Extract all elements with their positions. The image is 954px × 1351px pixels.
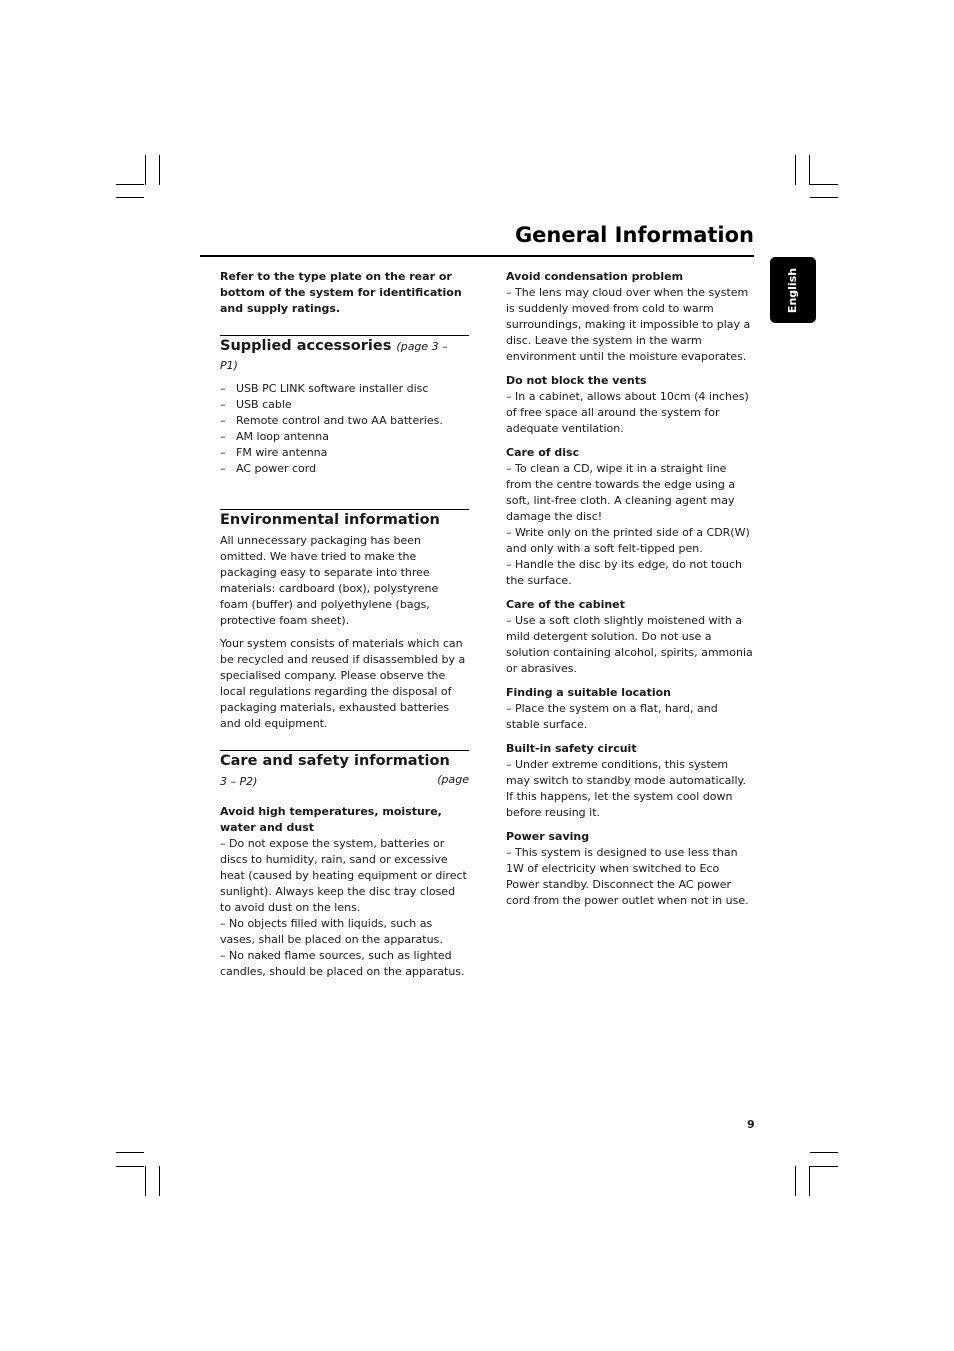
page-reference-continued: 3 – P2) xyxy=(220,775,258,788)
bullet-text: – Write only on the printed side of a CDR(W) and only with a soft felt-tipped pen. xyxy=(506,526,750,555)
bullet-text: – Use a soft cloth slightly moistened with a mild detergent solution. Do not use a solution containing alcohol, spirits, ammonia or abrasives. xyxy=(506,614,753,675)
crop-mark xyxy=(145,1166,146,1196)
bullet-text: – No objects filled with liquids, such as vases, shall be placed on the apparatus. xyxy=(220,917,443,946)
crop-mark xyxy=(159,155,160,185)
bullet-text: – In a cabinet, allows about 10cm (4 inches) of free space all around the system for adequate ventilation. xyxy=(506,390,749,435)
crop-mark xyxy=(809,155,810,185)
paragraph: Your system consists of materials which can be recycled and reused if disassembled by a specialised company. Please observe the local regulations regarding the disposal of packaging materials, exhausted batteries and old equipment. xyxy=(220,637,466,730)
bullet-text: – No naked flame sources, such as lighted candles, should be placed on the apparatus. xyxy=(220,949,465,978)
paragraph: All unnecessary packaging has been omitted. We have tried to make the packaging easy to separate into three materials: cardboard (box), polystyrene foam (buffer) and polyethylene (bags, protective foam sheet). xyxy=(220,534,439,627)
list-item: – AM loop antenna xyxy=(220,429,469,445)
page-reference: (page xyxy=(437,773,469,786)
language-tab xyxy=(770,257,816,323)
crop-mark xyxy=(795,1166,796,1196)
subheading: Avoid condensation problem xyxy=(506,270,684,283)
bullet-text: – Place the system on a flat, hard, and stable surface. xyxy=(506,702,718,731)
supplied-accessories-section xyxy=(220,335,469,477)
condensation-block xyxy=(506,269,754,365)
power-saving-block xyxy=(506,829,754,909)
page-number: 9 xyxy=(747,1118,755,1131)
crop-mark xyxy=(810,1166,838,1167)
crop-mark xyxy=(810,184,838,185)
subheading: Power saving xyxy=(506,830,590,843)
subheading: Do not block the vents xyxy=(506,374,647,387)
section-title: Care and safety information xyxy=(220,753,450,769)
supplied-accessories-heading xyxy=(220,337,469,375)
crop-mark xyxy=(795,155,796,185)
subheading: Care of the cabinet xyxy=(506,598,625,611)
bullet-text: – Handle the disc by its edge, do not touch the surface. xyxy=(506,558,742,587)
disc-care-block xyxy=(506,445,754,589)
crop-mark xyxy=(145,155,146,185)
right-column xyxy=(506,269,754,909)
vents-block xyxy=(506,373,754,437)
list-item: – AC power cord xyxy=(220,461,469,477)
subheading: Finding a suitable location xyxy=(506,686,671,699)
location-block xyxy=(506,685,754,733)
safety-circuit-block xyxy=(506,741,754,821)
language-tab-label: English xyxy=(786,267,800,313)
subheading: Avoid high temperatures, moisture, water and dust xyxy=(220,805,442,834)
crop-mark xyxy=(116,1166,144,1167)
accessories-list xyxy=(220,381,469,477)
title-rule xyxy=(200,255,754,257)
crop-mark xyxy=(810,1152,838,1153)
crop-mark xyxy=(159,1166,160,1196)
environmental-section xyxy=(220,509,469,732)
crop-mark xyxy=(116,184,144,185)
list-item: – USB PC LINK software installer disc xyxy=(220,381,469,397)
subheading: Care of disc xyxy=(506,446,580,459)
crop-mark xyxy=(809,1166,810,1196)
list-item: – Remote control and two AA batteries. xyxy=(220,413,469,429)
left-column xyxy=(220,269,469,980)
cabinet-care-block xyxy=(506,597,754,677)
list-item: – USB cable xyxy=(220,397,469,413)
list-item: – FM wire antenna xyxy=(220,445,469,461)
page-reference: (page 3 – P1) xyxy=(220,340,448,372)
crop-mark xyxy=(116,1152,144,1153)
crop-mark xyxy=(116,197,144,198)
bullet-text: – Under extreme conditions, this system may switch to standby mode automatically. If this happens, let the system cool down before reusing it. xyxy=(506,758,746,819)
care-safety-section xyxy=(220,750,469,980)
section-title: Supplied accessories xyxy=(220,338,392,354)
section-title: Environmental information xyxy=(220,512,440,528)
crop-mark xyxy=(810,197,838,198)
page-title: General Information xyxy=(514,223,754,247)
bullet-text: – Do not expose the system, batteries or discs to humidity, rain, sand or excessive heat (caused by heating equipment or direct sunlight). Always keep the disc tray closed to avoid dust on the lens. xyxy=(220,837,467,914)
subheading: Built-in safety circuit xyxy=(506,742,637,755)
intro-note: Refer to the type plate on the rear or bottom of the system for identification and supply ratings. xyxy=(220,270,462,315)
bullet-text: – To clean a CD, wipe it in a straight line from the centre towards the edge using a soft, lint-free cloth. A cleaning agent may damage the disc! xyxy=(506,462,736,523)
bullet-text: – The lens may cloud over when the system is suddenly moved from cold to warm surroundings, making it impossible to play a disc. Leave the system in the warm environment until the moisture evaporates. xyxy=(506,286,751,363)
bullet-text: – This system is designed to use less than 1W of electricity when switched to Eco Power standby. Disconnect the AC power cord from the power outlet when not in use. xyxy=(506,846,749,907)
